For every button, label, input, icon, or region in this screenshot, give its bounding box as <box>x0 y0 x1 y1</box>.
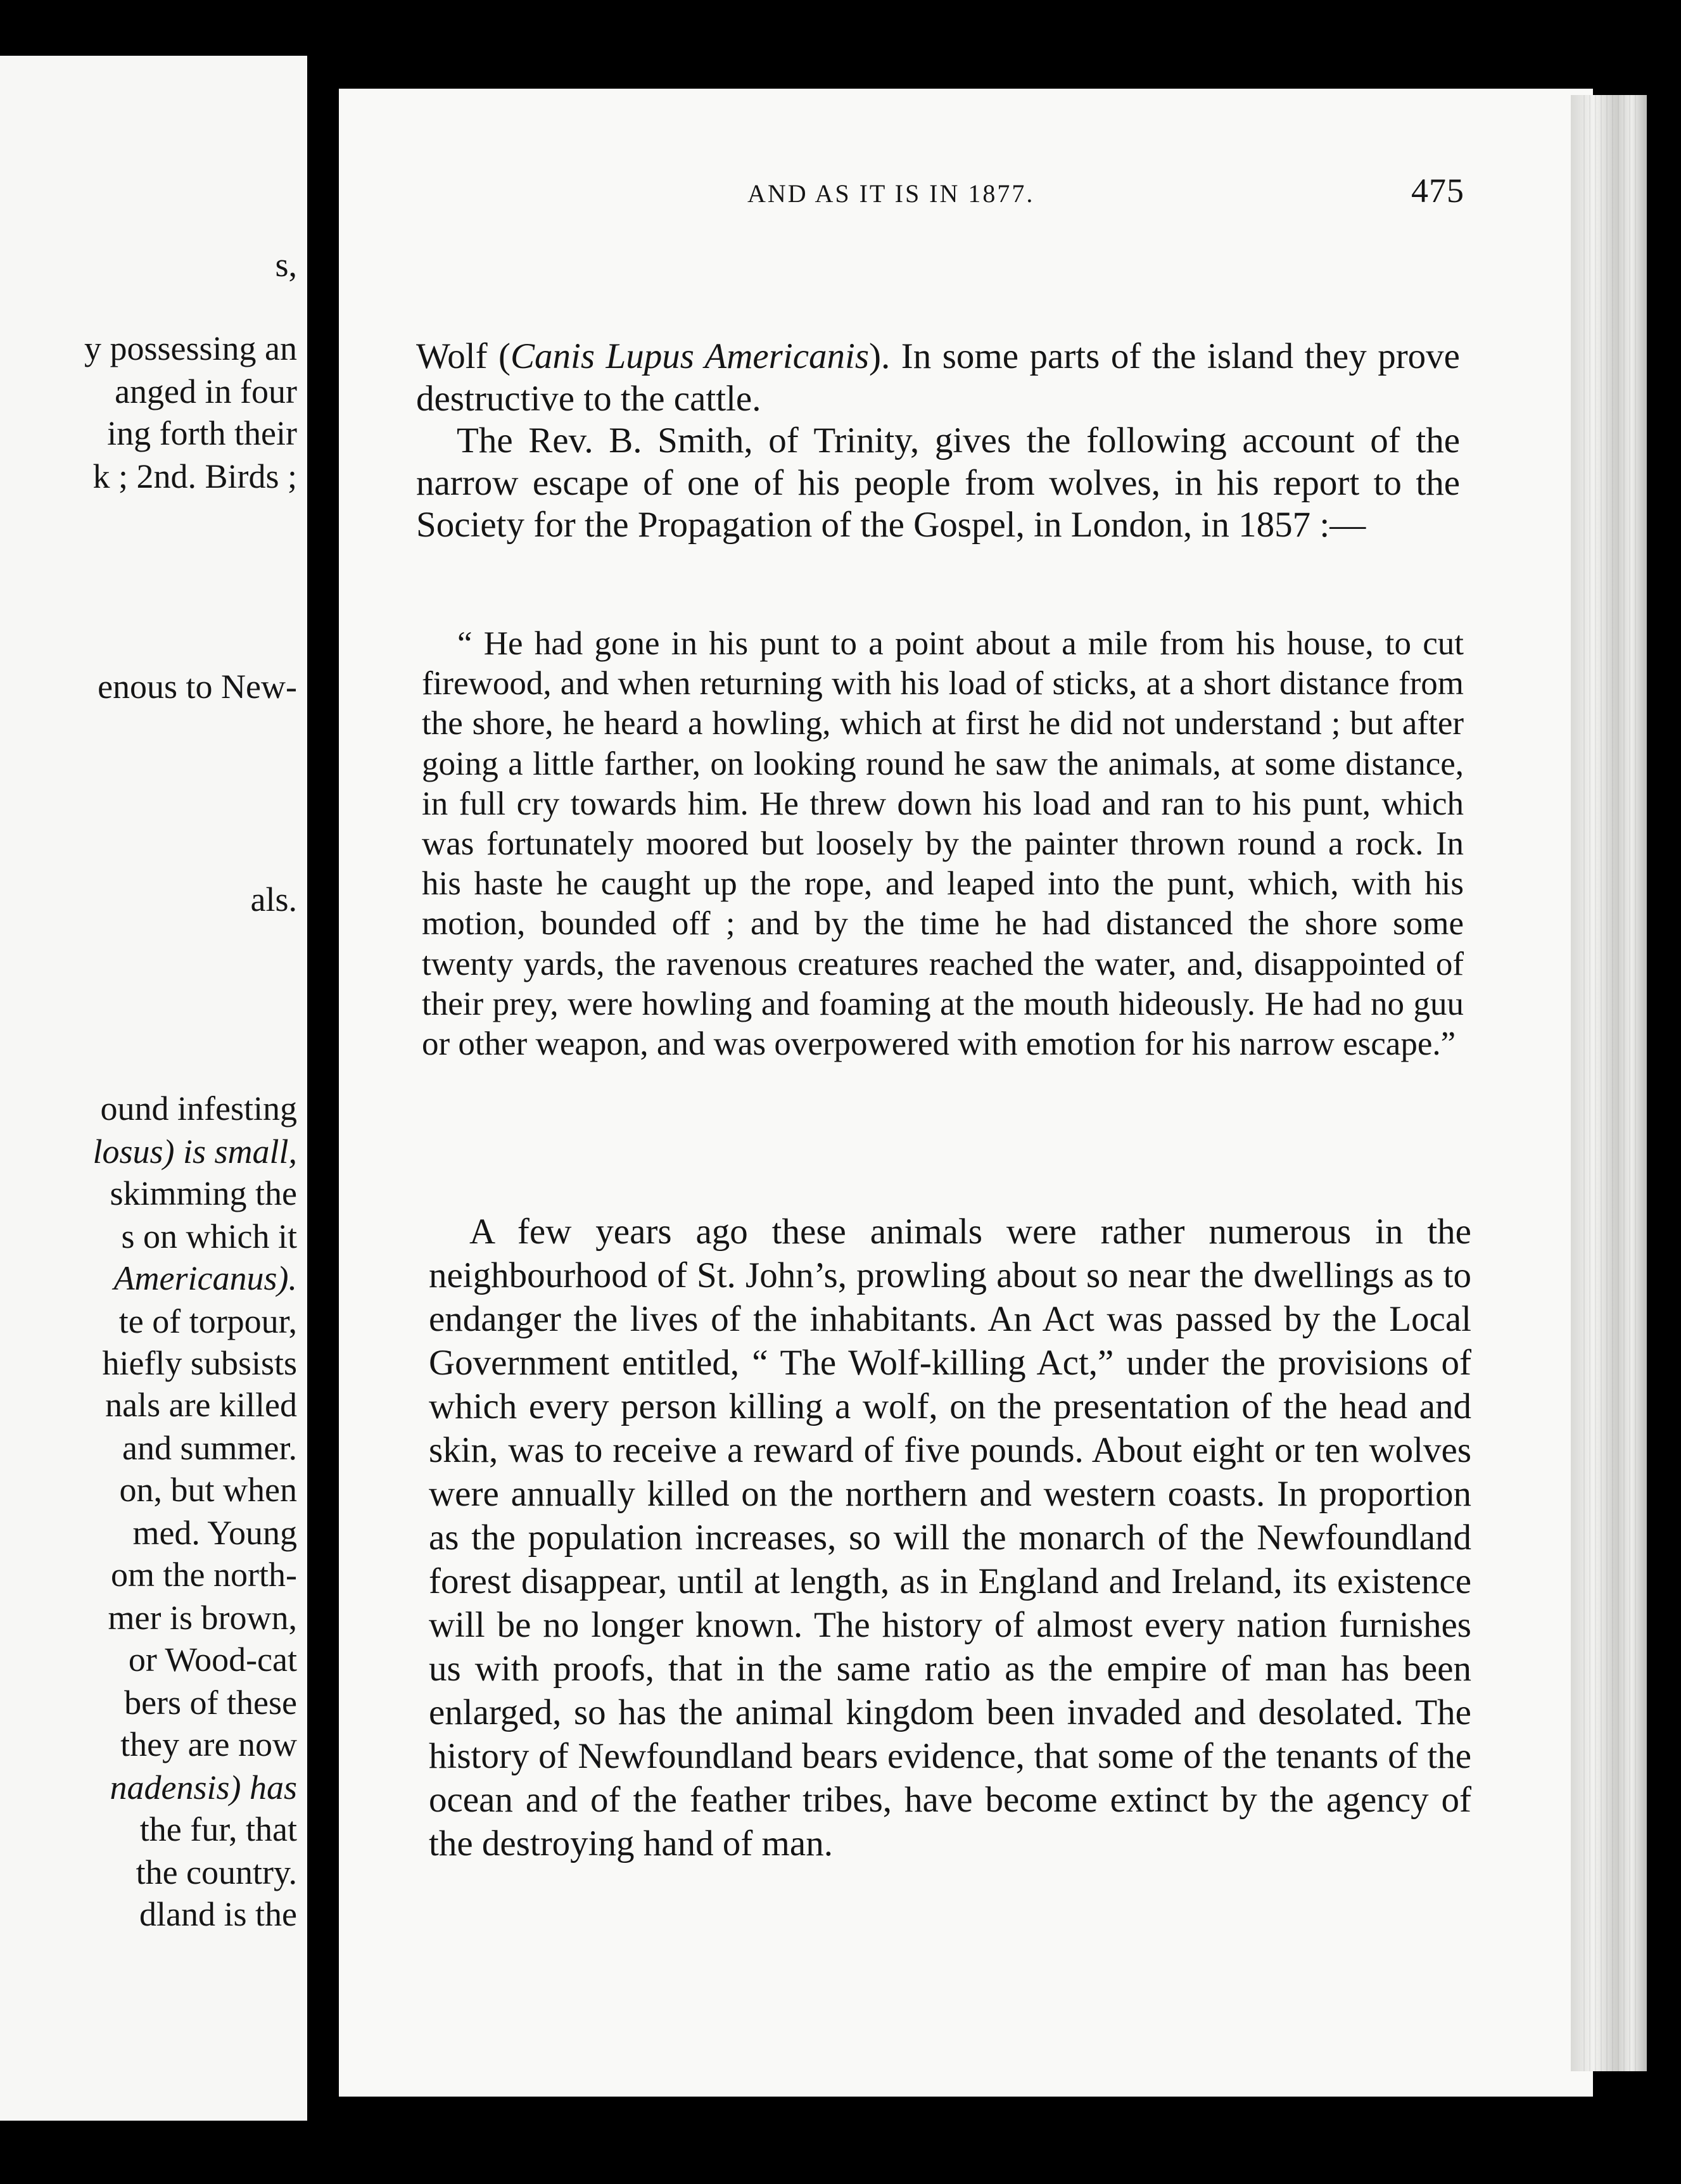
paragraph-2: The Rev. B. Smith, of Trinity, gives the following account of the narrow escape of one of his people from wolves, in his report to the Society for the Propagation of the Gospel, in London, in 1857 :— <box>416 421 1460 545</box>
left-line: enous to New- <box>98 668 297 706</box>
left-line: mer is brown, <box>108 1599 297 1637</box>
paragraph-1 <box>416 336 1460 420</box>
left-line: the fur, that <box>139 1810 297 1848</box>
left-line: als. <box>250 880 297 918</box>
page-edge-lines <box>1583 95 1640 2071</box>
left-line: bers of these <box>124 1684 297 1722</box>
left-line: hiefly subsists <box>102 1344 297 1382</box>
running-head: AND AS IT IS IN 1877. <box>747 179 1035 208</box>
left-line: te of torpour, <box>118 1302 297 1340</box>
left-line: y possessing an <box>84 329 297 367</box>
left-line: or Wood-cat <box>128 1641 297 1679</box>
para1-start: Wolf ( <box>416 336 511 376</box>
left-line: ing forth their <box>107 414 297 452</box>
block-quote <box>422 624 1464 1064</box>
left-line-italic: losus) is small, <box>92 1133 297 1171</box>
left-page <box>0 56 307 2121</box>
left-line <box>110 1768 298 1806</box>
main-text-block <box>416 336 1460 547</box>
page-number: 475 <box>1411 172 1464 210</box>
left-line: med. Young <box>132 1514 297 1552</box>
left-line-italic: nadensis) has <box>110 1768 297 1806</box>
left-line: ound infesting <box>100 1089 297 1127</box>
left-line: on, but when <box>119 1471 297 1509</box>
left-line: the country. <box>136 1853 297 1891</box>
left-line <box>92 1133 297 1171</box>
left-line: nals are killed <box>105 1386 297 1424</box>
left-line: and summer. <box>122 1429 297 1467</box>
left-line: skimming the <box>110 1174 297 1212</box>
left-line: s, <box>275 246 297 284</box>
paragraph-3-block <box>429 1210 1471 1865</box>
left-line <box>114 1259 297 1297</box>
paragraph-3: A few years ago these animals were rather numerous in the neighbourhood of St. John’s, prowling about so near the dwellings as to endanger the lives of the inhabitants. An Act was passed by the Local Government entitled, “ The Wolf-killing Act,” under the provisions of which every person killing a wolf, on the presentation of the head and skin, was to receive a reward of five pounds. About eight or ten wolves were annually killed on the northern and western coasts. In proportion as the population increases, so will the monarch of the Newfoundland forest disappear, until at length, as in England and Ireland, its existence will be no longer known. The history of almost every nation furnishes us with proofs, that in the same ratio as the empire of man has been enlarged, so has the animal kingdom been invaded and desolated. The history of Newfoundland bears evidence, that some of the tenants of the ocean and of the feather tribes, have become extinct by the agency of the destroying hand of man. <box>429 1212 1471 1863</box>
left-line-italic: Americanus). <box>113 1259 297 1297</box>
quote-text: “ He had gone in his punt to a point about a mile from his house, to cut firewood, and when returning with his load of sticks, at a short distance from the shore, he heard a howling, which at first he did not understand ; but after going a little farther, on looking round he saw the animals, at some distance, in full cry towards him. He threw down his load and ran to his punt, which was fortunately moored but loosely by the painter thrown round a rock. In his haste he caught up the rope, and leaped into the punt, which, with his motion, bounded off ; and by the time he had distanced the shore some twenty yards, the ravenous creatures reached the water, and, disappointed of their prey, were howling and foaming at the mouth hideously. He had no guu or other weapon, and was overpowered with emotion for his narrow escape.” <box>422 625 1464 1063</box>
page-header <box>342 171 1464 228</box>
left-line: they are now <box>120 1725 297 1763</box>
para1-italic: Canis Lupus Americanis <box>511 336 870 376</box>
left-line: dland is the <box>139 1895 297 1933</box>
book-gutter <box>307 0 339 2184</box>
left-line: s on which it <box>121 1217 297 1255</box>
para1-rest: ). In some parts of the island they prove destructive to the cattle. <box>416 336 1460 419</box>
left-line: k ; 2nd. Birds ; <box>92 457 297 495</box>
left-line: om the north- <box>111 1556 297 1594</box>
left-line: anged in four <box>115 372 297 410</box>
